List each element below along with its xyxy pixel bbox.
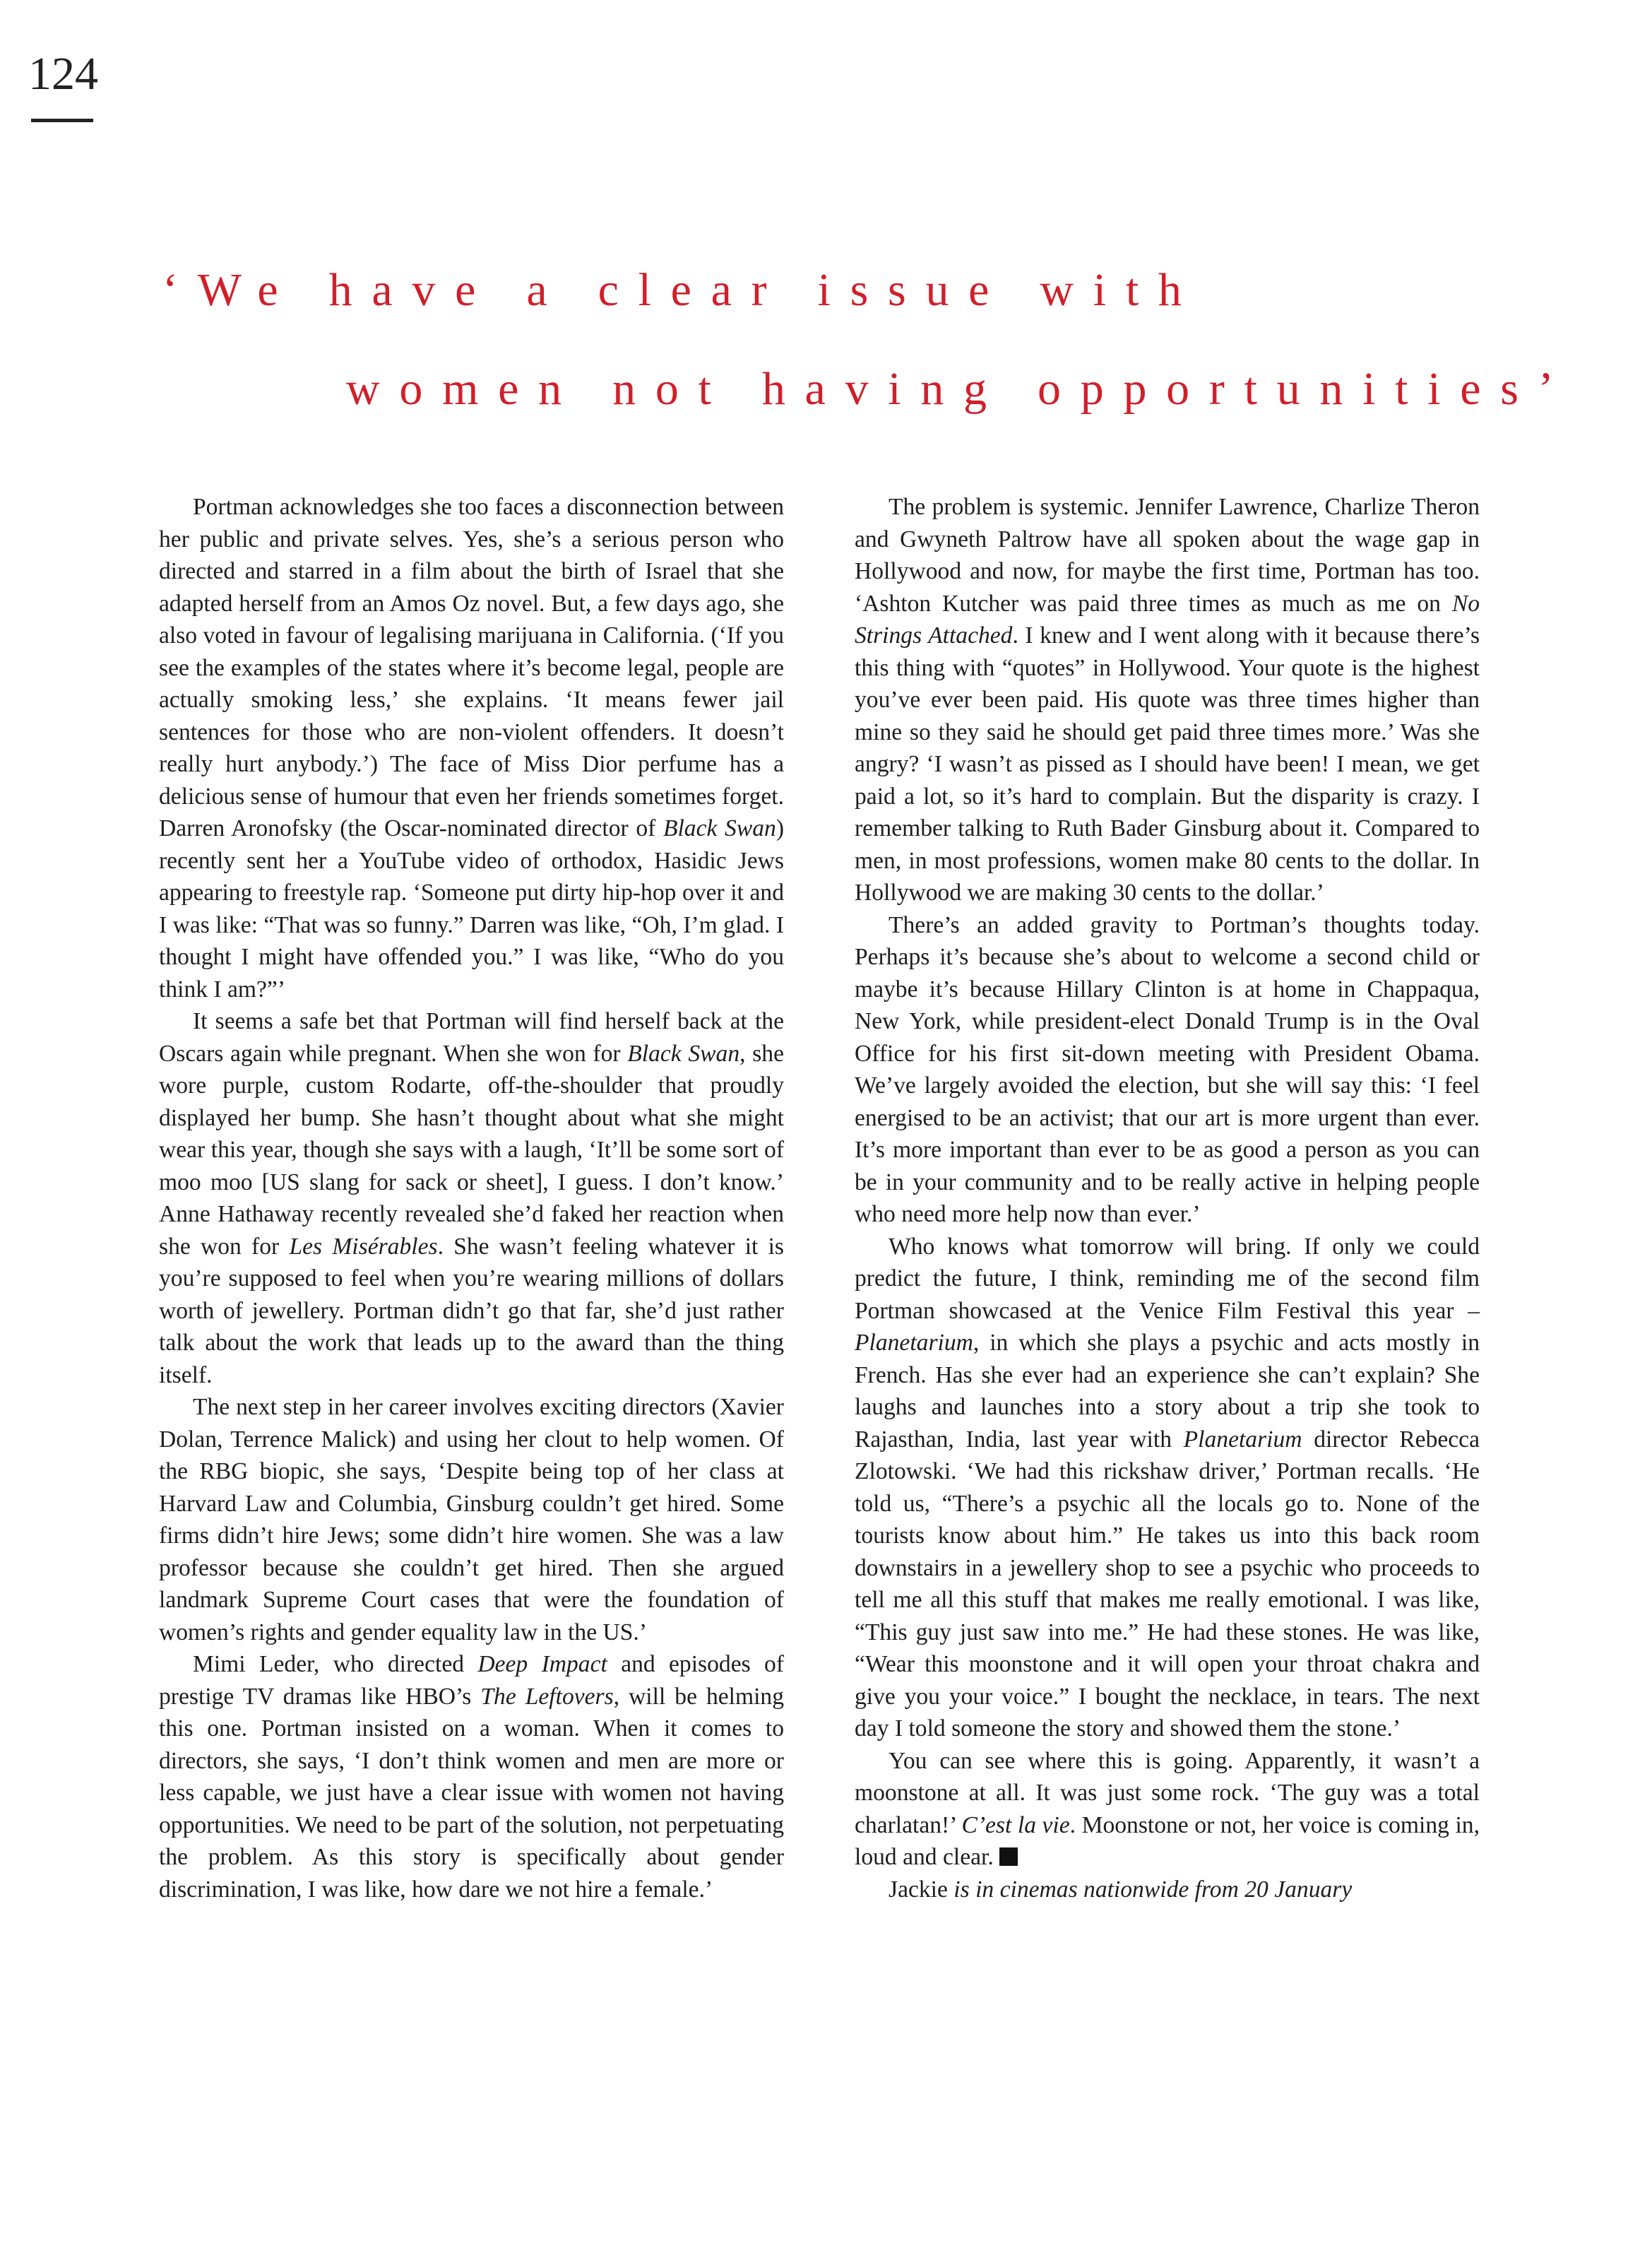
- page-number: 124: [28, 48, 98, 100]
- italic-title-text: Planetarium: [1183, 1426, 1302, 1453]
- paragraph-text: , she wore purple, custom Rodarte, off-the-shoulder that proudly displayed her bump. She hasn’t thought about what she might wear this year, though she says with a laugh, ‘It’ll be some sort of moo moo [US slang for sack or sheet], I guess. I don’t know.’ Anne Hathaway recently revealed she’d faked her reaction when she won for: [159, 1040, 784, 1260]
- italic-title-text: No Strings Attached: [855, 590, 1480, 649]
- paragraph-text: You can see where this is going. Apparently, it wasn’t a moonstone at all. It was just some rock. ‘The guy was a total charlatan!’: [855, 1747, 1480, 1838]
- italic-title-text: Deep Impact: [477, 1651, 607, 1677]
- article-paragraph: [159, 491, 784, 1005]
- paragraph-text: director Rebecca Zlotowski. ‘We had this rickshaw driver,’ Portman recalls. ‘He told us, “There’s a psychic all the locals go to. None of the tourists know about him.” He takes us into this back room downstairs in a jewellery shop to see a psychic who proceeds to tell me all this stuff that makes me really emotional. I was like, “This guy just saw into me.” He had these stones. He was like, “Wear this moonstone and it will open your throat chakra and give you your voice.” I bought the necklace, in tears. The next day I told someone the story and showed them the stone.’: [855, 1426, 1480, 1742]
- paragraph-text: The problem is systemic. Jennifer Lawrence, Charlize Theron and Gwyneth Paltrow have all spoken about the wage gap in Hollywood and now, for maybe the first time, Portman has too. ‘Ashton Kutcher was paid three times as much as me on: [855, 494, 1480, 617]
- article-paragraph: [159, 1005, 784, 1391]
- italic-title-text: Black Swan: [662, 815, 776, 841]
- end-of-article-square-icon: [999, 1847, 1018, 1866]
- italic-title-text: Planetarium: [855, 1330, 973, 1356]
- article-paragraph: [159, 1648, 784, 1905]
- italic-title-text: C’est la vie: [961, 1811, 1070, 1838]
- pull-quote-line-2: women not having opportunities’: [346, 363, 1574, 415]
- paragraph-text: There’s an added gravity to Portman’s thoughts today. Perhaps it’s because she’s about to welcome a second child or maybe it’s because Hillary Clinton is at home in Chappaqua, New York, while president-elect Donald Trump is in the Oval Office for his first sit-down meeting with President Obama. We’ve largely avoided the election, but she will say this: ‘I feel energised to be an activist; that our art is more urgent than ever. It’s more important than ever to be as good a person as you can be in your community and to be really active in helping people who need more help now than ever.’: [855, 911, 1480, 1227]
- article-paragraph: [159, 1391, 784, 1648]
- paragraph-text: , in which she plays a psychic and acts mostly in French. Has she ever had an experience she can’t explain? She laughs and launches into a story about a trip she took to Rajasthan, India, last year with: [855, 1330, 1480, 1453]
- paragraph-text: ) recently sent her a YouTube video of orthodox, Hasidic Jews appearing to freestyle rap. ‘Someone put dirty hip-hop over it and I was like: “That was so funny.” Darren was like, “Oh, I’m glad. I thought I might have offended you.” I was like, “Who do you think I am?”’: [159, 815, 784, 1003]
- article-paragraph: [855, 1745, 1480, 1874]
- credit-release-text: is in cinemas nationwide from 20 January: [947, 1876, 1353, 1903]
- paragraph-text: and episodes of prestige TV dramas like HBO’s: [159, 1651, 784, 1710]
- paragraph-text: Who knows what tomorrow will bring. If only we could predict the future, I think, reminding me of the second film Portman showcased at the Venice Film Festival this year –: [855, 1233, 1480, 1324]
- paragraph-text: Portman acknowledges she too faces a disconnection between her public and private selves. Yes, she’s a serious person who directed and starred in a film about the birth of Israel that she adapted herself from an Amos Oz novel. But, a few days ago, she also voted in favour of legalising marijuana in California. (‘If you see the examples of the states where it’s become legal, people are actually smoking less,’ she explains. ‘It means fewer jail sentences for those who are non-violent offenders. It doesn’t really hurt anybody.’) The face of Miss Dior perfume has a delicious sense of humour that even her friends sometimes forget. Darren Aronofsky (the Oscar-nominated director of: [159, 494, 784, 841]
- paragraph-text: , will be helming this one. Portman insisted on a woman. When it comes to directors, she says, ‘I don’t think women and men are more or less capable, we just have a clear issue with women not having opportunities. We need to be part of the solution, not perpetuating the problem. As this story is specifically about gender discrimination, I was like, how dare we not hire a female.’: [159, 1683, 785, 1903]
- article-paragraph: [855, 909, 1480, 1231]
- paragraph-text: Mimi Leder, who directed: [193, 1651, 478, 1677]
- italic-title-text: Black Swan: [627, 1040, 740, 1067]
- article-paragraph: [855, 491, 1480, 909]
- paragraph-text: The next step in her career involves exciting directors (Xavier Dolan, Terrence Malick) and using her clout to help women. Of the RBG biopic, she says, ‘Despite being top of her class at Harvard Law and Columbia, Ginsburg couldn’t get hired. Some firms didn’t hire Jews; some didn’t hire women. She was a law professor because she couldn’t get hired. Then she argued landmark Supreme Court cases that were the foundation of women’s rights and gender equality law in the US.’: [159, 1394, 784, 1645]
- pull-quote-line-1: ‘We have a clear issue with: [162, 264, 1201, 316]
- paragraph-text: . Moonstone or not, her voice is coming in, loud and clear.: [855, 1811, 1480, 1870]
- article-paragraph: [855, 1231, 1480, 1745]
- italic-title-text: Les Misérables: [289, 1233, 438, 1260]
- page-number-rule: [31, 119, 93, 122]
- article-column-right: [855, 491, 1480, 1905]
- article-column-left: [159, 491, 784, 1905]
- credit-film-title: Jackie: [889, 1876, 948, 1903]
- italic-title-text: The Leftovers: [480, 1683, 614, 1710]
- film-credit-line: [855, 1874, 1480, 1906]
- paragraph-text: . She wasn’t feeling whatever it is you’re supposed to feel when you’re wearing millions of dollars worth of jewellery. Portman didn’t go that far, she’d just rather talk about the work that leads up to the award than the thing itself.: [159, 1233, 784, 1388]
- paragraph-text: It seems a safe bet that Portman will find herself back at the Oscars again while pregnant. When she won for: [159, 1008, 784, 1067]
- paragraph-text: . I knew and I went along with it because there’s this thing with “quotes” in Hollywood. Your quote is the highest you’ve ever been paid. His quote was three times higher than mine so they said he should get paid three times more.’ Was she angry? ‘I wasn’t as pissed as I should have been! I mean, we get paid a lot, so it’s hard to complain. But the disparity is crazy. I remember talking to Ruth Bader Ginsburg about it. Compared to men, in most professions, women make 80 cents to the dollar. In Hollywood we are making 30 cents to the dollar.’: [855, 622, 1480, 906]
